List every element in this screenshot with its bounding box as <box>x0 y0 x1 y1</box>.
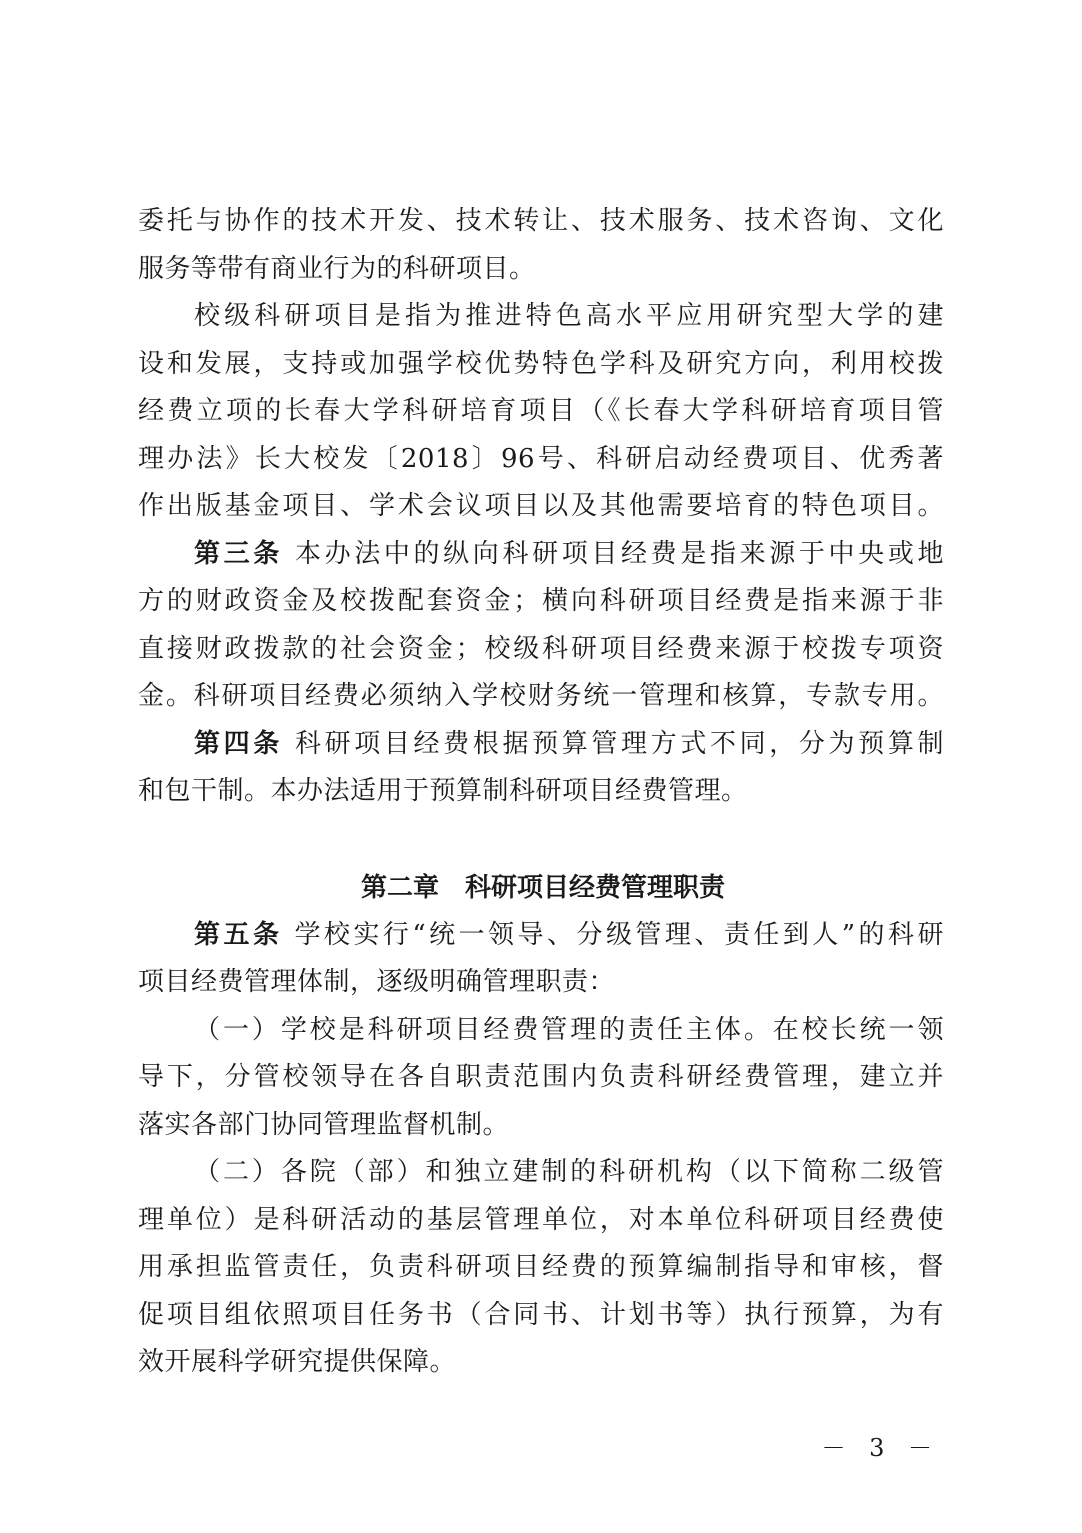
text-line: 理单位）是科研活动的基层管理单位，对本单位科研项目经费使 <box>138 1204 944 1235</box>
text-line: 设和发展，支持或加强学校优势特色学科及研究方向，利用校拨 <box>138 348 944 379</box>
text-line: 方的财政资金及校拨配套资金；横向科研项目经费是指来源于非 <box>138 586 944 616</box>
article-4-text: 科研项目经费根据预算管理方式不同，分为预算制 <box>294 728 944 759</box>
document-body <box>138 198 944 1387</box>
text-line: 和包干制。本办法适用于预算制科研项目经费管理。 <box>138 776 748 806</box>
page-number: － 3 － <box>821 1434 940 1462</box>
article-4-heading: 第四条 <box>194 728 283 759</box>
article-3-heading: 第三条 <box>194 538 283 569</box>
text-line: 直接财政拨款的社会资金；校级科研项目经费来源于校拨专项资 <box>138 633 944 664</box>
article-3-line <box>138 531 944 579</box>
text-line: 导下，分管校领导在各自职责范围内负责科研经费管理，建立并 <box>138 1062 944 1092</box>
text-line: 落实各部门协同管理监督机制。 <box>138 1109 510 1140</box>
text-line: 促项目组依照项目任务书（合同书、计划书等）执行预算，为有 <box>138 1299 944 1330</box>
text-line: 用承担监管责任，负责科研项目经费的预算编制指导和审核，督 <box>138 1252 944 1282</box>
text-line: 服务等带有商业行为的科研项目。 <box>138 253 536 284</box>
article-5-text: 学校实行“统一领导、分级管理、责任到人”的科研 <box>294 919 944 950</box>
article-4-line <box>138 721 944 769</box>
text-line: 效开展科学研究提供保障。 <box>138 1347 457 1377</box>
text-line: 委托与协作的技术开发、技术转让、技术服务、技术咨询、文化 <box>138 206 944 236</box>
text-line: （二）各院（部）和独立建制的科研机构（以下简称二级管 <box>194 1157 944 1187</box>
text-line: 金。科研项目经费必须纳入学校财务统一管理和核算，专款专用。 <box>138 681 944 711</box>
text-line: 项目经费管理体制，逐级明确管理职责： <box>138 967 616 997</box>
text-line: （一）学校是科研项目经费管理的责任主体。在校长统一领 <box>194 1014 944 1045</box>
article-5-line <box>138 912 944 960</box>
chapter-heading: 第二章 科研项目经费管理职责 <box>360 872 725 903</box>
text-line: 作出版基金项目、学术会议项目以及其他需要培育的特色项目。 <box>138 491 944 521</box>
text-line: 理办法》长大校发〔2018〕96号、科研启动经费项目、优秀著 <box>138 443 944 474</box>
article-3-text: 本办法中的纵向科研项目经费是指来源于中央或地 <box>294 538 944 569</box>
text-line: 校级科研项目是指为推进特色高水平应用研究型大学的建 <box>194 301 944 331</box>
article-5-heading: 第五条 <box>194 919 283 950</box>
spacer <box>138 816 944 864</box>
text-line: 经费立项的长春大学科研培育项目（《长春大学科研培育项目管 <box>138 396 944 426</box>
